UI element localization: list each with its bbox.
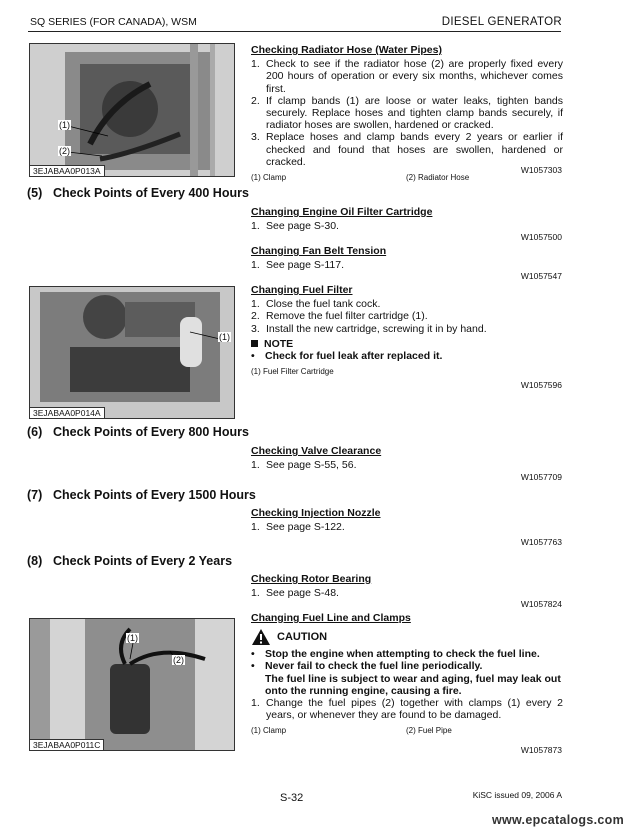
caution-bullet: • Never fail to check the fuel line periodically. — [251, 660, 483, 673]
section-heading-1500-hours: (7) Check Points of Every 1500 Hours — [27, 488, 256, 502]
callout-1: (1) — [219, 332, 230, 342]
reference-code: W1057500 — [520, 232, 562, 242]
note-label: NOTE — [251, 338, 563, 350]
step-item: 1. Check to see if the radiator hose (2) are properly fixed every 200 hours of operation or every six months, whichever comes first. — [251, 58, 563, 95]
header-left: SQ SERIES (FOR CANADA), WSM — [30, 16, 197, 28]
figure-fuel-line — [29, 618, 235, 751]
figure-caption: 3EJABAA0P014A — [30, 407, 105, 418]
figure-fuel-filter — [29, 286, 235, 419]
step-item: 1. See page S-48. — [251, 587, 339, 600]
fan-belt-title: Changing Fan Belt Tension — [251, 245, 387, 257]
step-item: 1. See page S-122. — [251, 521, 345, 534]
header-right: DIESEL GENERATOR — [441, 16, 562, 28]
rotor-bearing-title: Checking Rotor Bearing — [251, 573, 372, 585]
caution-label: CAUTION — [251, 628, 563, 646]
reference-code: W1057547 — [520, 271, 562, 281]
section-heading-400-hours: (5) Check Points of Every 400 Hours — [27, 186, 249, 200]
step-item: 1. See page S-117. — [251, 259, 345, 272]
note-square-icon — [251, 340, 258, 347]
reference-code: W1057596 — [520, 380, 562, 390]
injection-nozzle-block — [251, 507, 563, 533]
issue-note: KiSC issued 09, 2006 A — [472, 790, 562, 800]
rotor-bearing-block — [251, 573, 563, 599]
reference-code: W1057303 — [520, 165, 562, 175]
step-item: 3. Install the new cartridge, screwing it in by hand. — [251, 322, 487, 335]
step-item: 1. Change the fuel pipes (2) together with clamps (1) every 2 years, or whenever they are found to be damaged. — [251, 697, 563, 722]
section-heading-2-years: (8) Check Points of Every 2 Years — [27, 554, 233, 568]
legend: (1) Clamp (2) Fuel Pipe — [251, 726, 452, 736]
caution-bullet: • Stop the engine when attempting to check the fuel line. — [251, 648, 540, 661]
note-bullet: • Check for fuel leak after replaced it. — [251, 350, 443, 363]
fuel-filter-photo-illustration — [30, 287, 234, 418]
radiator-hose-block — [251, 44, 563, 184]
reference-code: W1057709 — [520, 472, 562, 482]
fan-belt-block — [251, 245, 563, 271]
callout-1: (1) — [59, 120, 70, 130]
step-item: 1. See page S-30. — [251, 220, 339, 233]
reference-code: W1057824 — [520, 599, 562, 609]
callout-2: (2) — [59, 146, 70, 156]
step-item: 2. If clamp bands (1) are loose or water leaks, tighten bands securely. Replace hoses and tighten clamp bands securely, if radiator hoses are swollen, hardened or cracked. — [251, 94, 563, 132]
fuel-line-block — [251, 612, 563, 738]
callout-2: (2) — [173, 655, 184, 665]
legend: (1) Clamp (2) Radiator Hose — [251, 173, 470, 183]
figure-caption: 3EJABAA0P013A — [30, 165, 105, 176]
figure-caption: 3EJABAA0P011C — [30, 739, 104, 750]
oil-filter-block — [251, 206, 563, 232]
legend: (1) Fuel Filter Cartridge — [251, 367, 334, 377]
step-item: 2. Remove the fuel filter cartridge (1). — [251, 310, 428, 323]
valve-clearance-block — [251, 445, 563, 471]
step-item: 3. Replace hoses and clamp bands every 2 years or earlier if checked and found that hoses are swollen, hardened or cracked. — [251, 131, 563, 168]
fuel-filter-block — [251, 284, 563, 378]
section-heading-800-hours: (6) Check Points of Every 800 Hours — [27, 425, 249, 439]
reference-code: W1057873 — [520, 745, 562, 755]
injection-nozzle-title: Checking Injection Nozzle — [251, 507, 381, 519]
watermark: www.epcatalogs.com — [491, 813, 624, 827]
page-number: S-32 — [280, 792, 304, 804]
oil-filter-title: Changing Engine Oil Filter Cartridge — [251, 206, 433, 218]
callout-1: (1) — [127, 633, 138, 643]
figure-radiator-hose — [29, 43, 235, 177]
header-rule — [28, 31, 561, 32]
warning-triangle-icon — [251, 628, 271, 646]
reference-code: W1057763 — [520, 537, 562, 547]
radiator-photo-illustration — [30, 44, 234, 176]
fuel-line-title: Changing Fuel Line and Clamps — [251, 612, 411, 624]
valve-clearance-title: Checking Valve Clearance — [251, 445, 382, 457]
fuel-filter-title: Changing Fuel Filter — [251, 284, 353, 296]
caution-continuation: The fuel line is subject to wear and aging, fuel may leak out onto the running engine, causing a fire. — [265, 672, 561, 697]
step-item: 1. See page S-55, 56. — [251, 459, 357, 472]
radiator-hose-title: Checking Radiator Hose (Water Pipes) — [251, 44, 442, 56]
step-item: 1. Close the fuel tank cock. — [251, 298, 381, 311]
